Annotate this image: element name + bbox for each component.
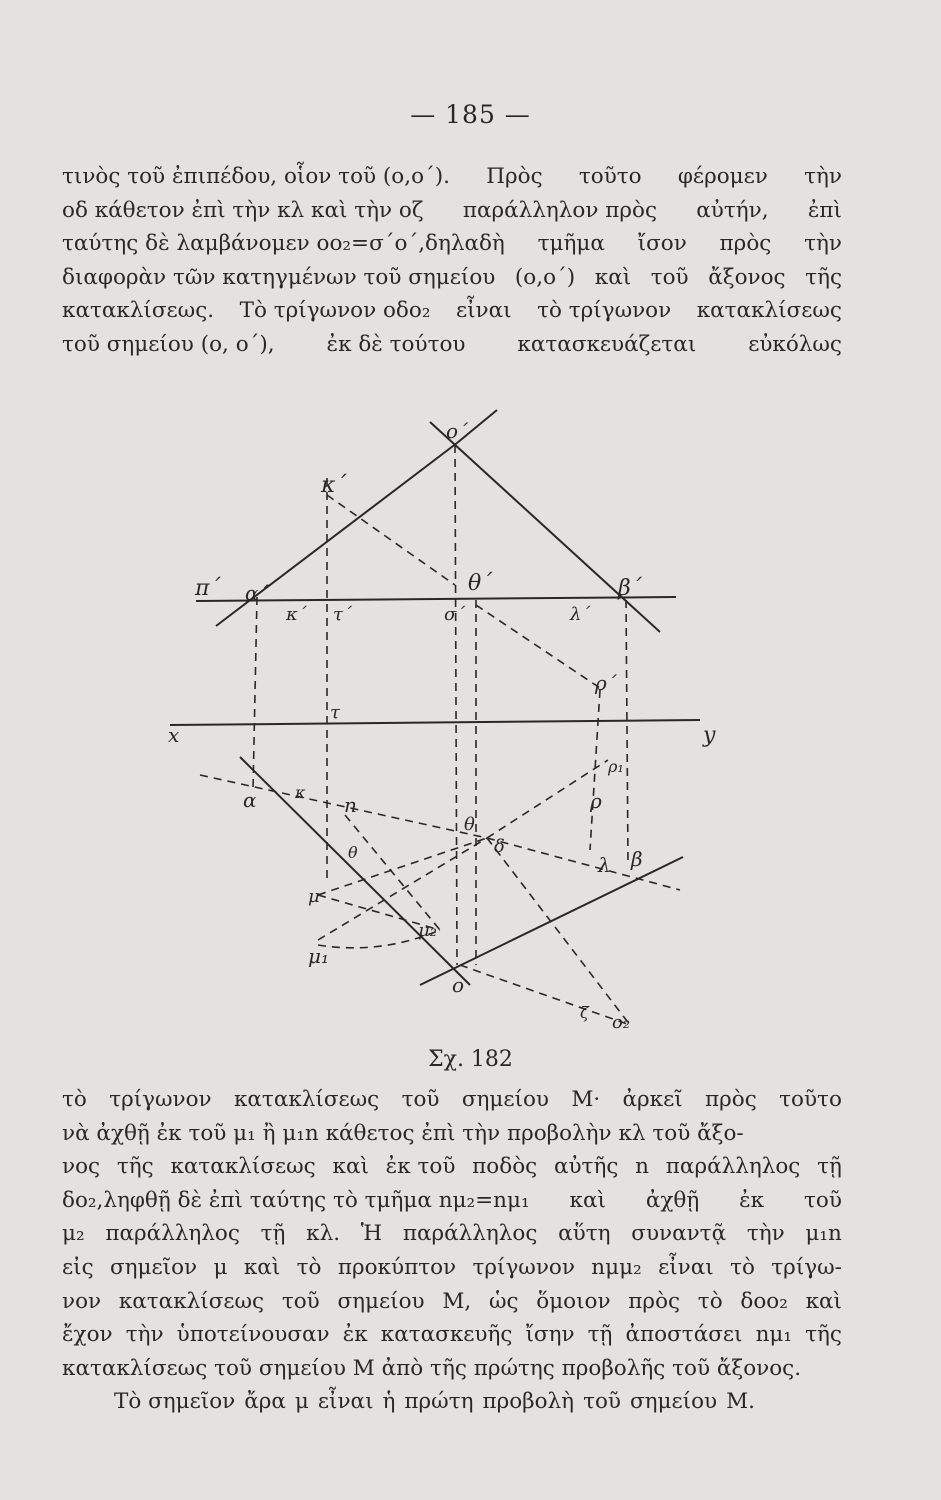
text-line: μ₂ παράλληλος τῇ κλ. Ἡ παράλληλος αὕτη συναντᾷ τὴν μ₁n (62, 1221, 842, 1247)
label-kappa-prime: κ΄ (286, 604, 307, 625)
label-mu: μ (308, 886, 320, 907)
text-line: κατακλίσεως. Τὸ τρίγωνον οδο₂ εἶναι τὸ τρίγωνον κατακλίσεως (62, 298, 842, 324)
text-line-last: Τὸ σημεῖον ἄρα μ εἶναι ἡ πρώτη προβολὴ τοῦ σημείου Μ. (114, 1389, 755, 1415)
label-o: ο (452, 973, 465, 997)
label-a: α (243, 788, 257, 812)
label-x: x (168, 723, 180, 747)
label-lambda: λ (598, 853, 611, 877)
label-o2: ο₂ (612, 1012, 631, 1033)
label-tau-prime: τ΄ (333, 604, 352, 625)
projector-rho (590, 690, 600, 850)
label-mu2: μ₂ (418, 920, 437, 941)
label-zeta: ζ (580, 1003, 589, 1022)
label-n: n (344, 793, 357, 817)
page-number: — 185 — (410, 100, 531, 129)
line-o-b (420, 857, 683, 985)
label-theta2: θ (464, 814, 475, 835)
label-lambda-prime: λ΄ (570, 604, 591, 625)
label-pi-prime: π΄ (195, 576, 221, 601)
label-rho1: ρ₁ (608, 757, 624, 776)
figure-caption: Σχ. 182 (428, 1047, 513, 1072)
text-line: εἰς σημεῖον μ καὶ τὸ προκύπτον τρίγωνον nμμ₂ εἶναι τὸ τρίγω- (62, 1254, 842, 1280)
text-line: κατακλίσεως τοῦ σημείου Μ ἀπὸ τῆς πρώτης προβολῆς τοῦ ἄξονος. (62, 1355, 802, 1381)
projector-a (253, 597, 257, 790)
text-line: νὰ ἀχθῇ ἐκ τοῦ μ₁ ἢ μ₁n κάθετος ἐπὶ τὴν προβολὴν κλ τοῦ ἄξο- (62, 1120, 744, 1146)
text-line: δο₂,ληφθῇ δὲ ἐπὶ ταύτης τὸ τμῆμα nμ₂=nμ₁ καὶ ἀχθῇ ἐκ τοῦ (62, 1187, 842, 1213)
text-line: τὸ τρίγωνον κατακλίσεως τοῦ σημείου Μ· ἀρκεῖ πρὸς τοῦτο (62, 1087, 842, 1112)
text-line: διαφορὰν τῶν κατηγμένων τοῦ σημείου (ο,ο΄) καὶ τοῦ ἄξονος τῆς (62, 264, 842, 290)
dashed-o-o2 (460, 965, 630, 1025)
text-line: τινὸς τοῦ ἐπιπέδου, οἷον τοῦ (ο,ο΄). Πρὸς τοῦτο φέρομεν τὴν (62, 164, 842, 189)
xy-axis (170, 720, 700, 725)
label-o-prime: ο΄ (446, 419, 469, 443)
label-tau: τ (330, 702, 340, 723)
text-line: ταύτης δὲ λαμβάνομεν οο₂=σ΄ο΄,δηλαδὴ τμῆμα ἴσον πρὸς τὴν (62, 231, 842, 257)
dashed-mu1-delta (318, 838, 487, 940)
label-delta: δ (494, 836, 505, 857)
text-line: ἔχον τὴν ὑποτείνουσαν ἐκ κατασκευῆς ἴσην τῇ ἀποστάσει nμ₁ τῆς (62, 1322, 842, 1348)
dashed-n-mu2 (345, 815, 440, 930)
label-a-prime: α΄ (245, 581, 269, 605)
dashed-delta-b (487, 838, 680, 890)
label-b: β (631, 847, 643, 871)
text-line: τοῦ σημείου (ο, ο΄), ἐκ δὲ τούτου κατασκευάζεται εὐκόλως (62, 331, 842, 357)
label-rho-prime: ρ΄ (595, 671, 617, 695)
label-y: y (703, 723, 716, 748)
label-kappa: κ (295, 783, 306, 802)
dashed-mu-delta (318, 838, 487, 895)
label-theta-prime: θ΄ (468, 571, 493, 596)
text-line: οδ κάθετον ἐπὶ τὴν κλ καὶ τὴν οζ παράλληλον πρὸς αὐτήν, ἐπὶ (62, 197, 842, 223)
text-line: νος τῆς κατακλίσεως καὶ ἐκ τοῦ ποδὸς αὐτῆς n παράλληλος τῇ (62, 1154, 842, 1180)
label-b-prime: β΄ (618, 576, 642, 601)
projector-o (455, 445, 457, 965)
label-mu1: μ₁ (308, 944, 330, 968)
projector-b (626, 600, 628, 860)
paragraph-bottom (62, 1083, 842, 1419)
label-theta1: θ (348, 843, 358, 862)
label-k-prime: κ΄ (321, 473, 347, 498)
label-p: ρ (590, 789, 602, 813)
label-sigma-prime: σ΄ (444, 604, 466, 625)
dashed-k-theta (327, 495, 455, 585)
text-line: νον κατακλίσεως τοῦ σημείου Μ, ὡς ὅμοιον πρὸς τὸ δοο₂ καὶ (62, 1288, 842, 1314)
